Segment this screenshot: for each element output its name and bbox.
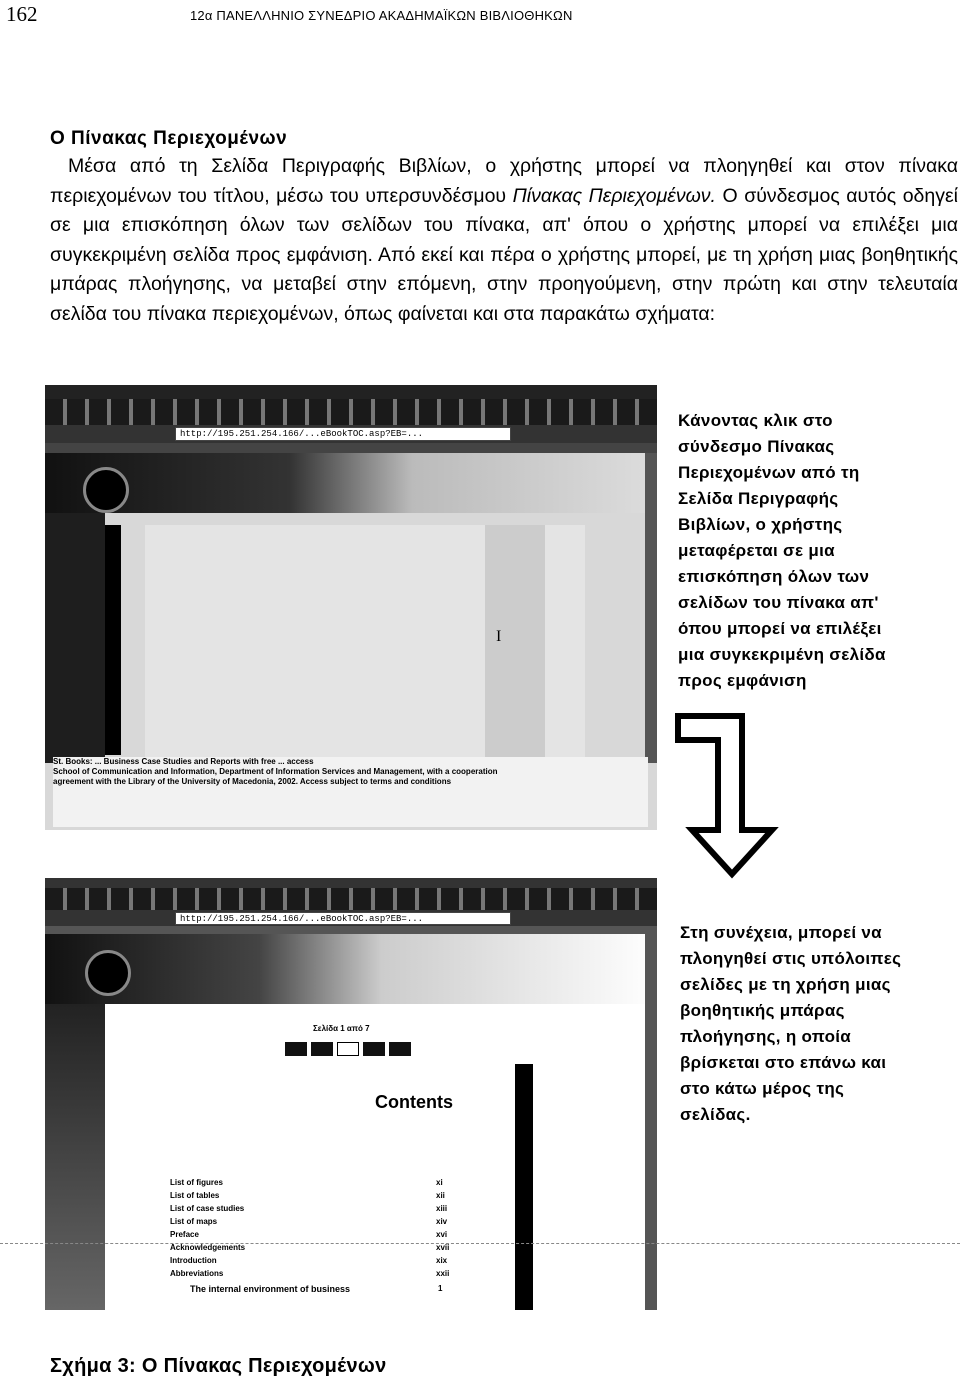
body-paragraph	[50, 152, 958, 329]
callout-bottom: Στη συνέχεια, μπορεί να πλοηγηθεί στις υπόλοιπες σελίδες με τη χρήση μιας βοηθητικής μπάρας πλοήγησης, η οποία βρίσκεται στο επάνω και στο κάτω μέρος της σελίδας.	[680, 923, 902, 1124]
screenshot-top	[45, 385, 657, 830]
logo-icon-2	[85, 950, 131, 996]
toc-item[interactable]: List of case studies	[170, 1204, 245, 1213]
screenshot-footer	[53, 757, 648, 827]
toc-item[interactable]: Introduction	[170, 1256, 217, 1265]
toc-item[interactable]: Abbreviations	[170, 1269, 224, 1278]
footer-line-3: agreement with the Library of the University of Macedonia, 2002. Access subject to terms and conditions	[53, 777, 452, 786]
toc-page: xiii	[436, 1204, 448, 1213]
footer-line-1: St. Books: ... Business Case Studies and Reports with free ... access	[53, 757, 314, 766]
browser-titlebar	[45, 385, 657, 399]
toc-page: xvii	[436, 1243, 450, 1252]
toc-item[interactable]: Preface	[170, 1230, 199, 1239]
next-page-button[interactable]	[363, 1042, 385, 1056]
toc-link-mention: Πίνακας Περιεχομένων.	[512, 184, 716, 207]
callout-top: Κάνοντας κλικ στο σύνδεσμο Πίνακας Περιεχομένων από τη Σελίδα Περιγραφής Βιβλίων, ο χρήστης μεταφέρεται σε μια επισκόπηση όλων των σελίδων του πίνακα απ' όπου μπορεί να επιλέξει μια συγκεκριμένη σελίδα προς εμφάνιση	[678, 411, 886, 690]
page-indicator: Σελίδα 1 από 7	[313, 1024, 370, 1033]
scroll-marker	[105, 525, 121, 755]
dotted-divider	[0, 1243, 960, 1244]
toc-item[interactable]: List of tables	[170, 1191, 220, 1200]
text-cursor-icon: I	[496, 628, 502, 645]
running-title: 12α ΠΑΝΕΛΛΗΝΙΟ ΣΥΝΕΔΡΙΟ ΑΚΑΔΗΜΑΪΚΩΝ ΒΙΒΛΙΟΘΗΚΩΝ	[190, 8, 573, 23]
section-title: Ο Πίνακας Περιεχομένων	[50, 128, 288, 149]
browser-addressbar-row	[45, 425, 657, 443]
toc-page: xix	[436, 1256, 448, 1265]
toc-page: xi	[436, 1178, 443, 1187]
toc-item[interactable]: Acknowledgements	[170, 1243, 246, 1252]
dark-header-band-2	[45, 934, 657, 1004]
toc-item[interactable]: List of figures	[170, 1178, 223, 1187]
address-field[interactable]: http://195.251.254.166/...eBookTOC.asp?EB=...	[175, 427, 511, 441]
right-scrollbar[interactable]	[645, 453, 657, 763]
toc-page: xxii	[436, 1269, 450, 1278]
contents-title: Contents	[375, 1092, 453, 1112]
browser-titlebar-2	[45, 878, 657, 888]
page-select[interactable]	[337, 1042, 359, 1056]
first-page-button[interactable]	[285, 1042, 307, 1056]
pager-buttons	[285, 1042, 405, 1056]
previous-page-button[interactable]	[311, 1042, 333, 1056]
toc-item[interactable]: The internal environment of business	[190, 1284, 351, 1294]
toc-page: xvi	[436, 1230, 448, 1239]
left-sidebar	[45, 513, 105, 763]
toc-page: xiv	[436, 1217, 448, 1226]
browser-linksbar-2	[45, 926, 657, 934]
toc-item[interactable]: List of maps	[170, 1217, 218, 1226]
dark-header-band	[45, 453, 657, 513]
paragraph-text-2: Ο σύνδεσμος αυτός οδηγεί σε μια επισκόπηση όλων των σελίδων του πίνακα, απ' όπου ο χρήστης μπορεί να επιλέξει μια συγκεκριμένη σελίδα προς εμφάνιση. Από εκεί και πέρα ο χρήστης μπορεί, με τη χρήση μιας βοηθητικής μπάρας πλοήγησης, να μεταβεί στην επόμενη, στην προηγούμενη, στην πρώτη και στην τελευταία σελίδα του πίνακα περιεχομένων, όπως φαίνεται και στα παρακάτω σχήματα:	[50, 184, 959, 325]
screenshot-bottom	[45, 878, 657, 1310]
left-sidebar-2	[45, 1004, 105, 1310]
browser-toolbar-2	[45, 888, 657, 910]
page-number: 162	[6, 2, 38, 26]
address-field-2[interactable]: http://195.251.254.166/...eBookTOC.asp?EB=...	[175, 912, 511, 925]
logo-icon	[83, 467, 129, 513]
browser-addressbar-row-2	[45, 910, 657, 926]
footer-line-2: School of Communication and Information, Department of Information Services and Management, with a cooperation	[53, 767, 498, 776]
figure-caption: Σχήμα 3: Ο Πίνακας Περιεχομένων	[50, 1355, 387, 1377]
browser-toolbar	[45, 399, 657, 425]
right-scrollbar-2[interactable]	[645, 934, 657, 1310]
page-edge-bar	[515, 1064, 533, 1310]
page-thumbnail-column	[485, 525, 545, 765]
toc-page: 1	[438, 1284, 443, 1293]
toc-list	[140, 1178, 450, 1298]
last-page-button[interactable]	[389, 1042, 411, 1056]
down-arrow-icon	[672, 710, 792, 880]
paragraph-text-1: Μέσα από τη Σελίδα Περιγραφής Βιβλίων, ο χρήστης μπορεί να πλοηγηθεί και στον πίνακα περιεχομένων του τίτλου, μέσω του υπερσυνδέσμου	[50, 155, 958, 207]
browser-linksbar	[45, 443, 657, 453]
toc-page: xii	[436, 1191, 445, 1200]
